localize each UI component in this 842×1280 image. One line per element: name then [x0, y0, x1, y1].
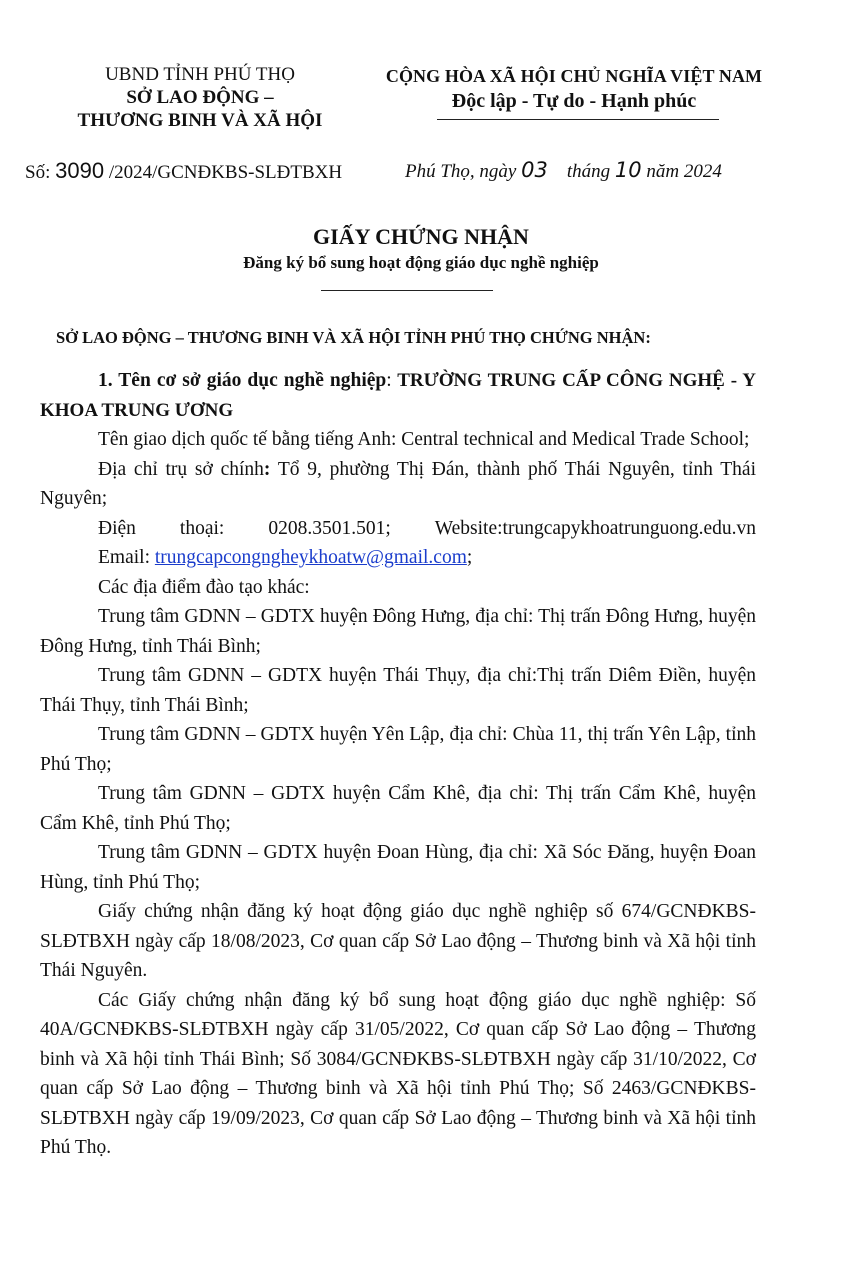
- national-motto-block: [372, 64, 776, 114]
- website[interactable]: Website:trungcapykhoatrunguong.edu.vn: [434, 517, 756, 539]
- date-day: 03: [521, 158, 548, 182]
- location-item: Trung tâm GDNN – GDTX huyện Cẩm Khê, địa chỉ: Thị trấn Cẩm Khê, huyện Cẩm Khê, tỉnh Phú Thọ;: [40, 783, 756, 834]
- address-colon: :: [263, 458, 271, 480]
- issuing-authority-block: [40, 64, 360, 132]
- supplementary-certificates-paragraph: Các Giấy chứng nhận đăng ký bổ sung hoạt động giáo dục nghề nghiệp: Số 40A/GCNĐKBS-SLĐTBXH ngày cấp 31/05/2022, Cơ quan cấp Sở Lao động – Thương binh và Xã hội tỉnh Thái Bình; Số 3084/GCNĐKBS-SLĐTBXH ngày cấp 31/10/2022, Cơ quan cấp Sở Lao động – Thương binh và Xã hội tỉnh Phú Thọ; Số 2463/GCNĐKBS-SLĐTBXH ngày cấp 19/09/2023, Cơ quan cấp Sở Lao động – Thương binh và Xã hội tỉnh Phú Thọ.: [40, 989, 756, 1158]
- location-item: Trung tâm GDNN – GDTX huyện Yên Lập, địa chỉ: Chùa 11, thị trấn Yên Lập, tỉnh Phú Thọ;: [40, 724, 756, 775]
- document-title: GIẤY CHỨNG NHẬN: [313, 224, 529, 249]
- email-label: Email:: [98, 547, 155, 568]
- other-locations-label: Các địa điểm đào tạo khác:: [98, 576, 310, 598]
- english-name-paragraph: Tên giao dịch quốc tế bằng tiếng Anh: Central technical and Medical Trade School;: [98, 429, 750, 450]
- contact-line: [40, 514, 756, 544]
- document-subtitle: Đăng ký bổ sung hoạt động giáo dục nghề nghiệp: [243, 253, 599, 272]
- original-certificate-paragraph: Giấy chứng nhận đăng ký hoạt động giáo dục nghề nghiệp số 674/GCNĐKBS-SLĐTBXH ngày cấp 18/08/2023, Cơ quan cấp Sở Lao động – Thương binh và Xã hội tỉnh Thái Nguyên.: [40, 901, 756, 981]
- country-name: CỘNG HÒA XÃ HỘI CHỦ NGHĨA VIỆT NAM: [385, 66, 763, 86]
- date-place-prefix: Phú Thọ, ngày: [405, 161, 517, 182]
- email-link[interactable]: trungcapcongngheykhoatw@gmail.com: [154, 547, 467, 568]
- province-committee: UBND TỈNH PHÚ THỌ: [105, 64, 295, 85]
- reference-handwritten-number: 3090: [55, 158, 105, 183]
- date-month-label: tháng: [566, 161, 611, 182]
- document-body: [40, 366, 756, 1163]
- department-name-line2: THƯƠNG BINH VÀ XÃ HỘI: [77, 110, 323, 131]
- national-motto: Độc lập - Tự do - Hạnh phúc: [451, 90, 697, 112]
- location-item: Trung tâm GDNN – GDTX huyện Đoan Hùng, địa chỉ: Xã Sóc Đăng, huyện Đoan Hùng, tỉnh Phú Thọ;: [40, 842, 756, 893]
- motto-underline: [437, 119, 719, 120]
- certifying-statement: SỞ LAO ĐỘNG – THƯƠNG BINH VÀ XÃ HỘI TỈNH PHÚ THỌ CHỨNG NHẬN:: [56, 328, 651, 347]
- reference-prefix: Số:: [25, 162, 51, 183]
- reference-suffix: /2024/GCNĐKBS-SLĐTBXH: [108, 162, 343, 183]
- address-label: Địa chỉ trụ sở chính: [98, 458, 264, 480]
- location-item: Trung tâm GDNN – GDTX huyện Đông Hưng, địa chỉ: Thị trấn Đông Hưng, huyện Đông Hưng, tỉnh Thái Bình;: [40, 606, 756, 657]
- location-item: Trung tâm GDNN – GDTX huyện Thái Thụy, địa chỉ:Thị trấn Diêm Điền, huyện Thái Thụy, tỉnh Thái Bình;: [40, 665, 756, 716]
- department-name-line1: SỞ LAO ĐỘNG –: [126, 87, 274, 108]
- school-name-label: 1. Tên cơ sở giáo dục nghề nghiệp: [98, 370, 387, 391]
- label-colon: :: [386, 370, 392, 391]
- date-month: 10: [614, 158, 642, 182]
- phone-label: Điện: [98, 517, 136, 539]
- email-suffix: ;: [466, 547, 473, 568]
- date-year: năm 2024: [646, 161, 722, 182]
- phone-label-2: thoại:: [179, 517, 225, 539]
- school-name-paragraph: [40, 366, 756, 425]
- address-value: Tổ 9, phường Thị Đán, thành phố Thái Nguyên, tỉnh Thái Nguyên;: [40, 458, 756, 509]
- email-line: [40, 543, 756, 573]
- issue-date: [405, 158, 722, 183]
- reference-number: [25, 158, 342, 184]
- address-paragraph: [40, 455, 756, 514]
- title-divider: [321, 290, 493, 291]
- school-name: TRƯỜNG TRUNG CẤP CÔNG NGHỆ - Y KHOA TRUNG ƯƠNG: [40, 370, 756, 421]
- phone-number: 0208.3501.501;: [268, 517, 391, 539]
